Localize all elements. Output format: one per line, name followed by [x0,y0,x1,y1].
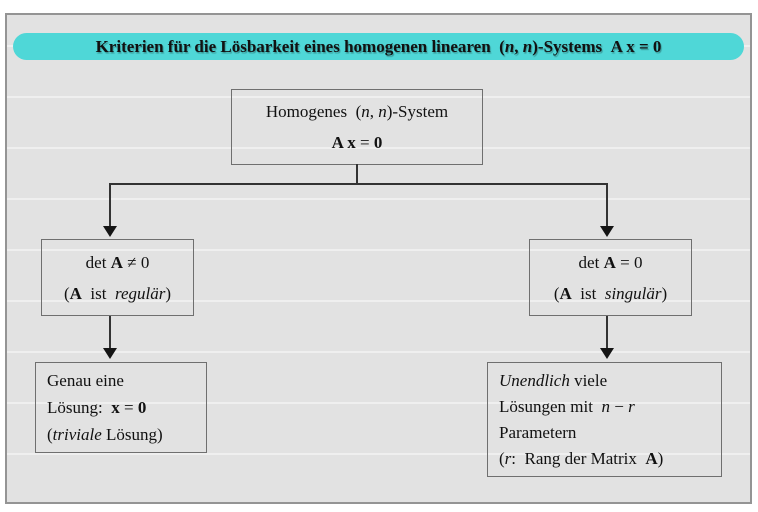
text-segment: x [111,398,120,417]
connector-right-vertical-2 [606,316,608,350]
text-segment: A [645,448,658,468]
text-segment: r [628,396,635,416]
text-segment: A x [331,133,356,152]
text-segment: Homogenes ( [265,102,362,121]
text-segment: A [69,283,82,303]
box-line [579,247,643,278]
text-segment: 0 [652,36,662,56]
text-segment: Unendlich [499,370,570,390]
box-line [47,421,202,448]
text-segment: n [361,102,370,121]
text-segment: r [504,448,512,468]
box-line [64,278,171,309]
text-segment: ( [499,448,505,468]
text-segment: ) [657,448,664,468]
text-segment: det [578,252,604,272]
text-segment: = [355,133,374,152]
text-segment: n [522,36,533,56]
box-line-equation [332,127,383,158]
text-segment: singulär [604,283,662,303]
box-infinite-solutions [487,362,722,477]
box-line [499,446,717,472]
arrowhead-left-1 [103,226,117,237]
arrowhead-right-1 [600,226,614,237]
text-segment: , [369,102,379,121]
text-segment: Lösung: [47,398,112,417]
text-segment: ist [81,283,115,303]
connector-stub-top [356,164,358,184]
text-segment: A [603,252,616,272]
text-segment: Lösungen mit [499,396,602,416]
text-segment: = [638,36,653,56]
text-segment: − [609,396,629,416]
text-segment: = [119,398,138,417]
text-segment: A x [610,36,639,56]
box-line [47,367,202,394]
text-segment: ( [47,425,53,444]
text-segment: )-Systems [532,36,611,56]
title-banner [13,33,744,60]
box-line [47,394,202,421]
text-segment: n [504,36,515,56]
text-segment: triviale [52,425,102,444]
box-unique-trivial-solution [35,362,207,453]
text-segment: ) [165,283,172,303]
box-homogeneous-system [231,89,483,165]
text-segment: : Rang der Matrix [511,448,646,468]
text-segment: regulär [114,283,166,303]
text-segment: Kriterien für die Lösbarkeit eines homogenen linearen ( [95,36,505,56]
text-segment: = 0 [615,252,643,272]
text-segment: n [601,396,610,416]
connector-right-vertical-1 [606,183,608,228]
text-segment: 0 [137,398,147,417]
connector-left-vertical-1 [109,183,111,228]
text-segment: ≠ 0 [122,252,150,272]
text-segment: A [110,252,123,272]
text-segment: 0 [373,133,383,152]
arrowhead-left-2 [103,348,117,359]
text-segment: ( [63,283,70,303]
text-segment: ist [571,283,605,303]
text-segment: Parametern [499,422,577,442]
text-segment: viele [569,370,608,390]
text-segment: det [85,252,111,272]
text-segment: n [378,102,387,121]
connector-horizontal-branch [109,183,608,185]
box-line [499,368,717,394]
box-line [266,96,448,127]
text-segment: Genau eine [47,371,124,390]
text-segment: A [559,283,572,303]
box-line [499,394,717,420]
box-line [499,420,717,446]
connector-left-vertical-2 [109,316,111,350]
box-line [86,247,150,278]
box-det-nonzero-regular [41,239,194,316]
text-segment: ) [661,283,668,303]
text-segment: ( [553,283,560,303]
box-line [554,278,667,309]
text-segment: Lösung) [101,425,163,444]
text-segment: )-System [386,102,449,121]
arrowhead-right-2 [600,348,614,359]
text-segment: , [514,36,523,56]
box-det-zero-singular [529,239,692,316]
